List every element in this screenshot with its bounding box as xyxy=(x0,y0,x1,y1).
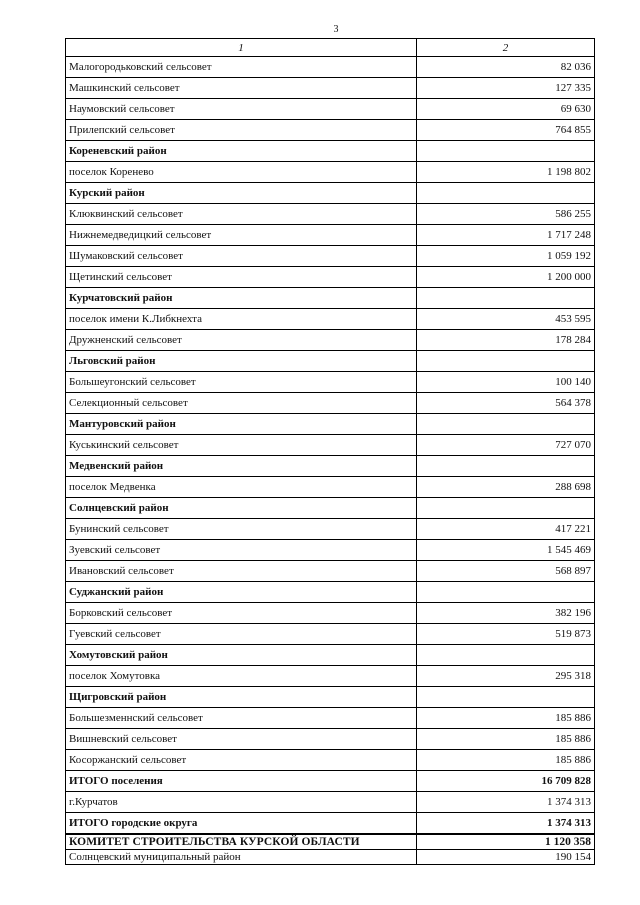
row-amount: 190 154 xyxy=(417,850,595,865)
row-amount: 185 886 xyxy=(417,708,595,729)
row-name: Гуевский сельсовет xyxy=(66,624,417,645)
table-row xyxy=(66,162,595,183)
row-amount: 453 595 xyxy=(417,309,595,330)
table-row xyxy=(66,204,595,225)
row-amount xyxy=(417,183,595,204)
district-name: Медвенский район xyxy=(66,456,417,477)
committee-row xyxy=(66,834,595,850)
district-header-row xyxy=(66,645,595,666)
row-amount: 1 545 469 xyxy=(417,540,595,561)
row-name: поселок Медвенка xyxy=(66,477,417,498)
row-amount xyxy=(417,141,595,162)
row-amount: 1 200 000 xyxy=(417,267,595,288)
row-amount xyxy=(417,582,595,603)
row-name: Нижнемедведицкий сельсовет xyxy=(66,225,417,246)
row-amount: 764 855 xyxy=(417,120,595,141)
row-amount: 417 221 xyxy=(417,519,595,540)
district-header-row xyxy=(66,456,595,477)
row-name: КОМИТЕТ СТРОИТЕЛЬСТВА КУРСКОЙ ОБЛАСТИ xyxy=(66,834,417,850)
table-row xyxy=(66,267,595,288)
row-amount: 1 717 248 xyxy=(417,225,595,246)
row-amount: 185 886 xyxy=(417,729,595,750)
row-name: Дружненский сельсовет xyxy=(66,330,417,351)
district-header-row xyxy=(66,183,595,204)
table-row xyxy=(66,330,595,351)
table-row xyxy=(66,225,595,246)
table-row xyxy=(66,372,595,393)
row-name: Борковский сельсовет xyxy=(66,603,417,624)
table-row xyxy=(66,603,595,624)
table-row xyxy=(66,309,595,330)
row-name: Селекционный сельсовет xyxy=(66,393,417,414)
row-amount: 1 120 358 xyxy=(417,834,595,850)
row-amount: 1 198 802 xyxy=(417,162,595,183)
row-amount xyxy=(417,498,595,519)
table-body xyxy=(66,39,595,865)
column-header-1: 1 xyxy=(66,39,417,57)
table-row xyxy=(66,561,595,582)
row-name: Солнцевский муниципальный район xyxy=(66,850,417,865)
row-name: Куськинский сельсовет xyxy=(66,435,417,456)
district-header-row xyxy=(66,351,595,372)
page-number: 3 xyxy=(333,24,339,35)
table-row xyxy=(66,477,595,498)
total-row xyxy=(66,771,595,792)
district-header-row xyxy=(66,582,595,603)
district-name: Мантуровский район xyxy=(66,414,417,435)
district-header-row xyxy=(66,414,595,435)
row-amount: 295 318 xyxy=(417,666,595,687)
total-row xyxy=(66,813,595,835)
row-name: Зуевский сельсовет xyxy=(66,540,417,561)
row-name: Большезменнский сельсовет xyxy=(66,708,417,729)
table-row xyxy=(66,750,595,771)
row-name: поселок Коренево xyxy=(66,162,417,183)
row-name: Малогородьковский сельсовет xyxy=(66,57,417,78)
district-header-row xyxy=(66,141,595,162)
column-number-header-row xyxy=(66,39,595,57)
table-row xyxy=(66,120,595,141)
row-name: Ивановский сельсовет xyxy=(66,561,417,582)
district-name: Курчатовский район xyxy=(66,288,417,309)
table-row xyxy=(66,729,595,750)
table-row xyxy=(66,850,595,865)
row-amount: 16 709 828 xyxy=(417,771,595,792)
row-name: поселок имени К.Либкнехта xyxy=(66,309,417,330)
district-name: Солнцевский район xyxy=(66,498,417,519)
allocation-table xyxy=(65,38,595,865)
row-name: Вишневский сельсовет xyxy=(66,729,417,750)
row-name: Щетинский сельсовет xyxy=(66,267,417,288)
row-name: ИТОГО городские округа xyxy=(66,813,417,835)
table-row xyxy=(66,78,595,99)
row-name: Прилепский сельсовет xyxy=(66,120,417,141)
table-row xyxy=(66,792,595,813)
row-name: г.Курчатов xyxy=(66,792,417,813)
row-amount: 1 374 313 xyxy=(417,792,595,813)
row-amount: 564 378 xyxy=(417,393,595,414)
row-amount: 519 873 xyxy=(417,624,595,645)
row-name: Шумаковский сельсовет xyxy=(66,246,417,267)
row-name: Машкинский сельсовет xyxy=(66,78,417,99)
district-header-row xyxy=(66,687,595,708)
row-name: Косоржанский сельсовет xyxy=(66,750,417,771)
row-amount: 1 059 192 xyxy=(417,246,595,267)
row-amount: 586 255 xyxy=(417,204,595,225)
table-row xyxy=(66,624,595,645)
district-header-row xyxy=(66,288,595,309)
row-amount: 382 196 xyxy=(417,603,595,624)
table-row xyxy=(66,666,595,687)
district-name: Курский район xyxy=(66,183,417,204)
district-name: Льговский район xyxy=(66,351,417,372)
column-header-2: 2 xyxy=(417,39,595,57)
row-amount: 82 036 xyxy=(417,57,595,78)
row-amount: 100 140 xyxy=(417,372,595,393)
row-amount: 288 698 xyxy=(417,477,595,498)
row-amount xyxy=(417,351,595,372)
row-amount: 69 630 xyxy=(417,99,595,120)
district-name: Щигровский район xyxy=(66,687,417,708)
district-name: Кореневский район xyxy=(66,141,417,162)
row-name: ИТОГО поселения xyxy=(66,771,417,792)
row-amount xyxy=(417,414,595,435)
row-name: Бунинский сельсовет xyxy=(66,519,417,540)
row-amount xyxy=(417,456,595,477)
row-amount: 1 374 313 xyxy=(417,813,595,835)
table-row xyxy=(66,540,595,561)
row-name: Наумовский сельсовет xyxy=(66,99,417,120)
row-amount: 178 284 xyxy=(417,330,595,351)
row-amount: 185 886 xyxy=(417,750,595,771)
table-row xyxy=(66,246,595,267)
row-name: Клюквинский сельсовет xyxy=(66,204,417,225)
row-amount xyxy=(417,687,595,708)
row-name: Большеугонский сельсовет xyxy=(66,372,417,393)
table-row xyxy=(66,519,595,540)
row-amount: 568 897 xyxy=(417,561,595,582)
table-row xyxy=(66,99,595,120)
table-row xyxy=(66,435,595,456)
row-name: поселок Хомутовка xyxy=(66,666,417,687)
table-row xyxy=(66,57,595,78)
district-name: Хомутовский район xyxy=(66,645,417,666)
district-header-row xyxy=(66,498,595,519)
row-amount: 127 335 xyxy=(417,78,595,99)
row-amount: 727 070 xyxy=(417,435,595,456)
district-name: Суджанский район xyxy=(66,582,417,603)
table-row xyxy=(66,393,595,414)
row-amount xyxy=(417,288,595,309)
row-amount xyxy=(417,645,595,666)
table-row xyxy=(66,708,595,729)
